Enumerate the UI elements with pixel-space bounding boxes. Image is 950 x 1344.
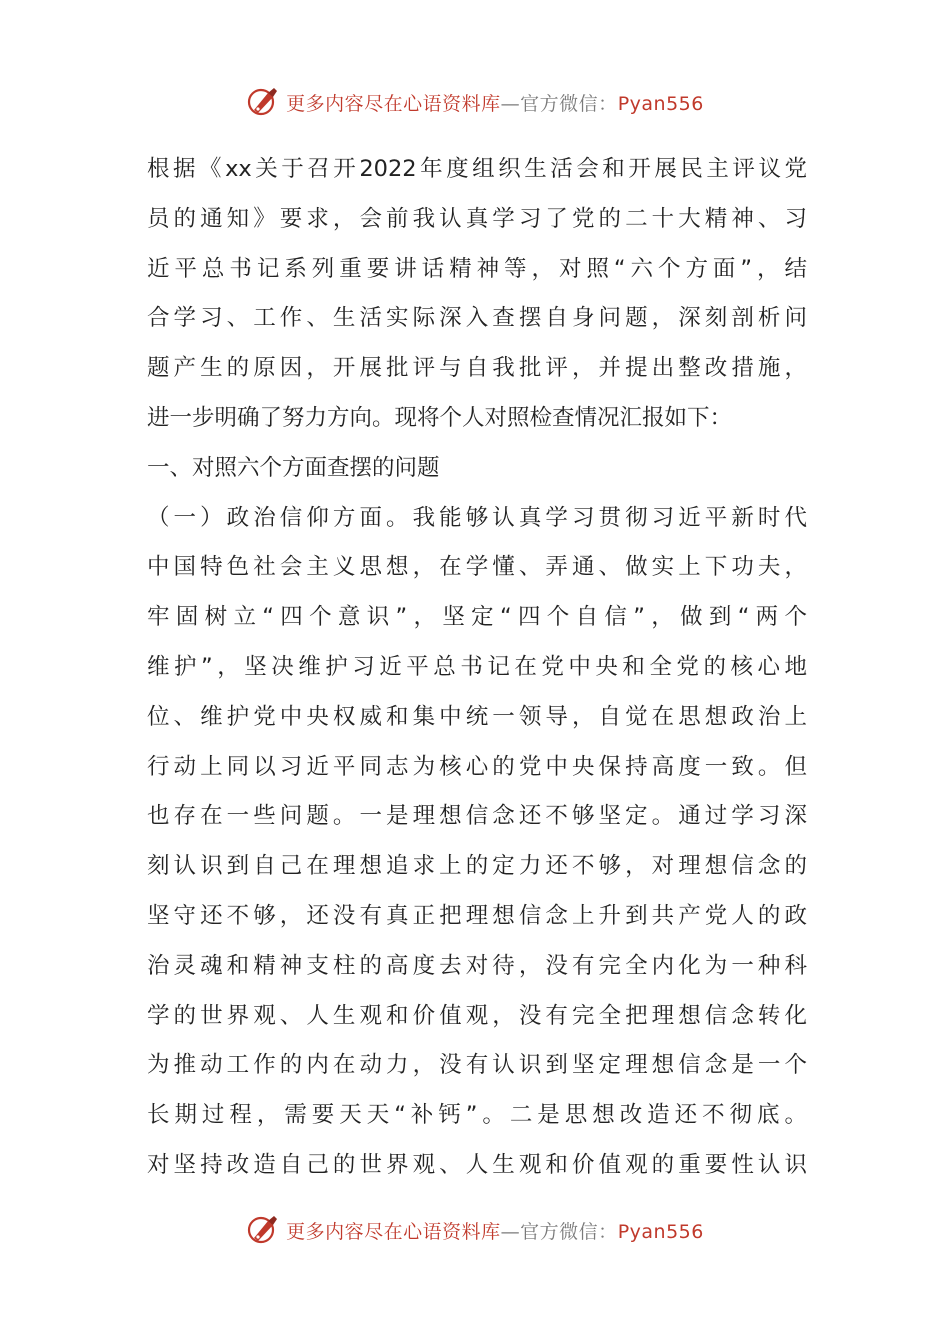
body-text-line: （一）政治信仰方面。我能够认真学习贯彻习近平新时代 <box>147 504 807 531</box>
body-text-line: 位、维护党中央权威和集中统一领导，自觉在思想政治上 <box>147 703 807 730</box>
watermark-separator: — <box>500 1220 521 1243</box>
body-text-line: 员的通知》要求，会前我认真学习了党的二十大精神、习 <box>147 205 807 232</box>
body-text-line: 为推动工作的内在动力，没有认识到坚定理想信念是一个 <box>147 1052 807 1079</box>
body-text-line: 中国特色社会主义思想，在学懂、弄通、做实上下功夫， <box>147 554 807 581</box>
body-text-line: 题产生的原因，开展批评与自我批评，并提出整改措施， <box>147 355 807 382</box>
body-text-line: 坚守还不够，还没有真正把理想信念上升到共产党人的政 <box>147 902 807 929</box>
watermark-wechat-id: Pyan556 <box>617 1220 704 1243</box>
watermark-separator: — <box>500 92 521 115</box>
body-text-line: 根据《xx关于召开2022年度组织生活会和开展民主评议党 <box>147 156 807 182</box>
watermark-site-text: 更多内容尽在心语资料库 <box>286 1220 501 1243</box>
watermark-header <box>0 82 950 122</box>
body-text-line: 近平总书记系列重要讲话精神等，对照“六个方面”，结 <box>147 255 807 282</box>
watermark-footer <box>0 1210 950 1250</box>
body-text-line: 一、对照六个方面查摆的问题 <box>147 454 440 481</box>
body-text-line: 合学习、工作、生活实际深入查摆自身问题，深刻剖析问 <box>147 305 807 332</box>
watermark-wechat-id: Pyan556 <box>617 92 704 115</box>
body-text-line: 维护”，坚决维护习近平总书记在党中央和全党的核心地 <box>147 653 807 680</box>
body-text-line: 行动上同以习近平同志为核心的党中央保持高度一致。但 <box>147 753 807 780</box>
body-text-line: 牢固树立“四个意识”，坚定“四个自信”，做到“两个 <box>147 604 807 631</box>
pen-nib-logo-icon <box>246 1213 280 1247</box>
body-text-line: 长期过程，需要天天“补钙”。二是思想改造还不彻底。 <box>147 1102 807 1129</box>
body-text-line: 对坚持改造自己的世界观、人生观和价值观的重要性认识 <box>147 1151 807 1178</box>
body-text-line: 学的世界观、人生观和价值观，没有完全把理想信念转化 <box>147 1002 807 1029</box>
body-text-line: 刻认识到自己在理想追求上的定力还不够，对理想信念的 <box>147 853 807 880</box>
watermark-label: 官方微信： <box>520 1220 618 1243</box>
body-text-line: 进一步明确了努力方向。现将个人对照检查情况汇报如下： <box>147 404 733 431</box>
watermark-label: 官方微信： <box>520 92 618 115</box>
watermark-text <box>286 89 704 116</box>
watermark-text <box>286 1217 704 1244</box>
pen-nib-logo-icon <box>246 85 280 119</box>
document-body <box>147 145 807 1191</box>
body-text-line: 也存在一些问题。一是理想信念还不够坚定。通过学习深 <box>147 803 807 830</box>
body-text-line: 治灵魂和精神支柱的高度去对待，没有完全内化为一种科 <box>147 952 807 979</box>
watermark-site-text: 更多内容尽在心语资料库 <box>286 92 501 115</box>
